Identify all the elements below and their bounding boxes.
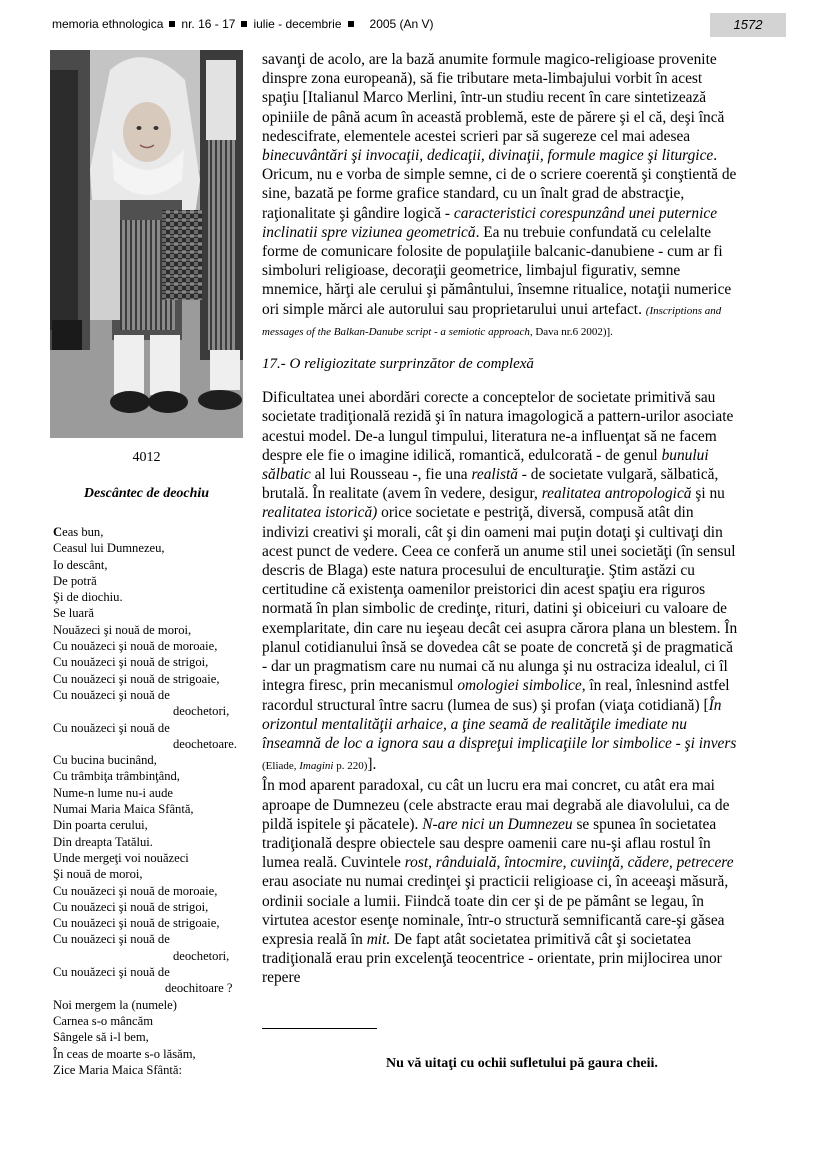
poem-line: deochetori, bbox=[173, 704, 230, 719]
poem-line: deochitoare ? bbox=[165, 981, 233, 996]
square-bullet-icon bbox=[169, 21, 175, 27]
poem-line: Unde mergeţi voi nouăzeci bbox=[53, 850, 189, 865]
poem-line: Noi mergem la (numele) bbox=[53, 997, 177, 1012]
citation-text: (Inscriptions and messages of the Balkan-Danube script - a semiotic approach bbox=[262, 304, 722, 338]
poem-line: Cu nouăzeci şi nouă de moroaie, bbox=[53, 639, 218, 654]
poem-line: Sângele să i-l bem, bbox=[53, 1030, 149, 1045]
poem-line: Cu nouăzeci şi nouă de bbox=[53, 932, 170, 947]
footer-motto: Nu vă uitaţi cu ochii sufletului pă gaura cheii. bbox=[386, 1056, 658, 1071]
poem-line: Cu nouăzeci şi nouă de bbox=[53, 687, 170, 702]
poem-line: Cu bucina bucinând, bbox=[53, 753, 157, 768]
poem-line: Cu nouăzeci şi nouă de strigoaie, bbox=[53, 671, 220, 686]
poem-line: deochetori, bbox=[173, 948, 230, 963]
emphasis-text: caracteristici corespunzând unei puternice inclinatii spre viziunea geometrică bbox=[262, 204, 718, 241]
body-text: . Oricum, nu e vorba de simple semne, ci de o scriere coerentă şi conştientă de sine, bazată pe forme grafice standard, cu un înalt grad de abstracţie, raţionalitate şi gândire logică - bbox=[262, 147, 737, 222]
emphasis-text: În orizontul mentalităţii arhaice, a ţine seamă de realităţile imediate nu înseamnă de loc a ignora sau a dispreţui implicaţiile lor simbolice - şi invers bbox=[262, 696, 737, 752]
poem-line: Din dreapta Tatălui. bbox=[53, 834, 153, 849]
poem-line: Ceas bun, bbox=[53, 525, 104, 539]
journal-name: memoria ethnologica bbox=[52, 17, 164, 31]
paragraph-3 bbox=[262, 776, 738, 987]
body-text: ]. bbox=[367, 756, 377, 774]
poem-line: Carnea s-o mâncăm bbox=[53, 1013, 154, 1028]
square-bullet-icon bbox=[348, 21, 354, 27]
emphasis-text: realitatea antropologică bbox=[541, 485, 692, 503]
body-text: şi nu bbox=[691, 485, 725, 503]
poem-line: Şi de diochiu. bbox=[53, 590, 123, 605]
page-number: 1572 bbox=[710, 13, 786, 37]
body-text: În mod aparent paradoxal, cu cât un lucru era mai concret, cu atât era mai aproape de Dumnezeu (cele abstracte erau mai degrabă ale diavolului, ca de pildă ispitele şi păcatele). bbox=[262, 777, 730, 833]
citation-text: Imagini bbox=[299, 760, 334, 773]
poem-line: Io descânt, bbox=[53, 557, 108, 572]
body-text: Dificultatea unei abordări corecte a conceptelor de societate primitivă sau societate tradiţională rezidă şi în natura imagologică a pattern-urilor asociate acestui model. De-a lungul timpului, literatura ne-a influenţat să ne facem despre ele fie o imagine idilică, romantică, edulcorată - de genul bbox=[262, 389, 734, 464]
body-text: savanţi de acolo, are la bază anumite formule magico-religioase provenite dinspre zona europeană), să fie tributare meta-limbajului vorbit în acest spaţiu [Italianul Marco Merlini, într-un studiu recent în care sintetizează opiniile de până acum în această problemă, este de părere şi el că, deşi încă nedescifrate, elementele acestei scrieri par să sugereze cel mai adesea bbox=[262, 51, 725, 145]
poem-line: Ceasul lui Dumnezeu, bbox=[53, 541, 165, 556]
poem-line: De potră bbox=[53, 573, 97, 588]
citation-text: p. 220) bbox=[333, 760, 368, 773]
header-text bbox=[52, 17, 434, 31]
emphasis-text: rost, rânduială, întocmire, cuviinţă, cădere, petrecere bbox=[404, 854, 734, 872]
emphasis-text: N-are nici un Dumnezeu bbox=[422, 815, 573, 833]
footnote-divider bbox=[262, 1028, 377, 1029]
issue-period: iulie - decembrie bbox=[253, 17, 342, 31]
body-text: . Ea nu trebuie confundată cu celelalte forme de comunicare folosite de populaţiile balcanic-danubiene - cum ar fi simboluri religioase, decoraţii geometrice, limbajul figurativ, semne mnemice, hărţi ale cerului şi pământului, însemne ritualice, notaţii numerice ori simple mărci ale autorului sau proprietarului unui artefact. bbox=[262, 223, 732, 318]
poem-title: Descântec de deochiu bbox=[83, 486, 210, 501]
body-text: , în real, înlesnind astfel racordul structural între sacru (lumea de sus) şi profan (viaţa cotidiană) [ bbox=[262, 677, 730, 714]
emphasis-text: bunului sălbatic bbox=[262, 446, 709, 484]
poem-line: deochetoare. bbox=[173, 736, 237, 751]
square-bullet-icon bbox=[241, 21, 247, 27]
article-body bbox=[262, 50, 738, 988]
poem-line: Din poarta cerului, bbox=[53, 818, 148, 833]
poem-line: Cu nouăzeci şi nouă de strigoaie, bbox=[53, 916, 220, 931]
poem-line: Numai Maria Maica Sfântă, bbox=[53, 802, 194, 817]
citation-text: , Dava nr.6 2002)]. bbox=[529, 325, 613, 338]
photo-caption-number: 4012 bbox=[132, 450, 161, 465]
emphasis-text: realitatea istorică) bbox=[262, 504, 378, 522]
poem-line: Şi nouă de moroi, bbox=[53, 867, 143, 882]
body-text: De fapt atât societatea primitivă cât şi societatea tradiţională erau prin excelenţă teocentrice - orientate, prin mijlocirea unor repere bbox=[262, 930, 722, 987]
poem-line: Se luară bbox=[53, 606, 94, 621]
paragraph-1 bbox=[262, 50, 738, 342]
poem-line: Nume-n lume nu-i aude bbox=[53, 785, 173, 800]
body-text: orice societate e pestriţă, diversă, compusă atât din indivizi creativi şi morali, cât şi din oameni mai puţin dotaţi şi cultivaţi din acest punct de vedere. Ceea ce conferă un anume stil unei societăţi (în sensul descris de Blaga) este natura procesului de enculturaţie. Ştim astăzi cu certitudine că existenţa oamenilor preistorici din acest spaţiu era riguros normată în plan simbolic de credinţe, rituri, datini şi obiceiuri cu valoare de exemplaritate, din care nu ieşeau decât cei asupra cărora plana un blestem. În planul cotidianului însă se dovedea cât se poate de concretă şi de pragmatică - dar un pragmatism care nu numai că nu alunga şi nu ostraciza idealul, ci îl integra firesc, prin mecanismul bbox=[262, 504, 738, 695]
poem-line: Cu trâmbiţa trâmbinţând, bbox=[53, 769, 180, 784]
body-text: al lui Rousseau -, fie una bbox=[310, 466, 472, 484]
emphasis-text: realistă bbox=[471, 466, 518, 484]
poem-line: Cu nouăzeci şi nouă de strigoi, bbox=[53, 655, 209, 670]
body-text: se spunea în societatea tradiţională despre obiectele sau despre oamenii care nu-şi aflau rostul în lumea reală. Cuvintele bbox=[262, 815, 717, 872]
section-title: 17.- O religiozitate surprinzător de complexă bbox=[262, 356, 534, 373]
poem-line: Nouăzeci şi nouă de moroi, bbox=[53, 622, 192, 637]
poem-line: Cu nouăzeci şi nouă de bbox=[53, 965, 170, 980]
poem-line: Cu nouăzeci şi nouă de strigoi, bbox=[53, 899, 209, 914]
body-text: - de societate vulgară, sălbatică, brutală. În realitate (avem în vedere, desigur, bbox=[262, 466, 719, 503]
poem-line: În ceas de moarte s-o lăsăm, bbox=[53, 1046, 196, 1061]
running-header bbox=[52, 13, 763, 37]
emphasis-text: binecuvântări şi invocaţii, dedicaţii, divinaţii, formule magice şi liturgice bbox=[262, 147, 714, 165]
body-text: erau asociate nu numai credinţei şi practicii religioase ci, în aceeaşi măsură, ordinii sociale a lumii. Fiindcă toate din cer şi de pe pământ se legau, în virtutea acestor esenţe nominale, într-o structură semnificantă care-şi găsea expresia reală în bbox=[262, 873, 729, 948]
issue-number: nr. 16 - 17 bbox=[181, 17, 236, 31]
poem-line: Zice Maria Maica Sfântă: bbox=[53, 1062, 183, 1077]
issue-year: 2005 (An V) bbox=[369, 17, 434, 31]
emphasis-text: mit. bbox=[366, 930, 391, 948]
emphasis-text: omologiei simbolice bbox=[457, 677, 582, 695]
poem-line: Cu nouăzeci şi nouă de bbox=[53, 720, 170, 735]
citation-text: (Eliade, bbox=[262, 760, 300, 773]
poem-line: Cu nouăzeci şi nouă de moroaie, bbox=[53, 883, 218, 898]
poem-text bbox=[53, 524, 253, 1078]
paragraph-2 bbox=[262, 388, 738, 776]
child-in-folk-costume-photo bbox=[50, 50, 243, 438]
